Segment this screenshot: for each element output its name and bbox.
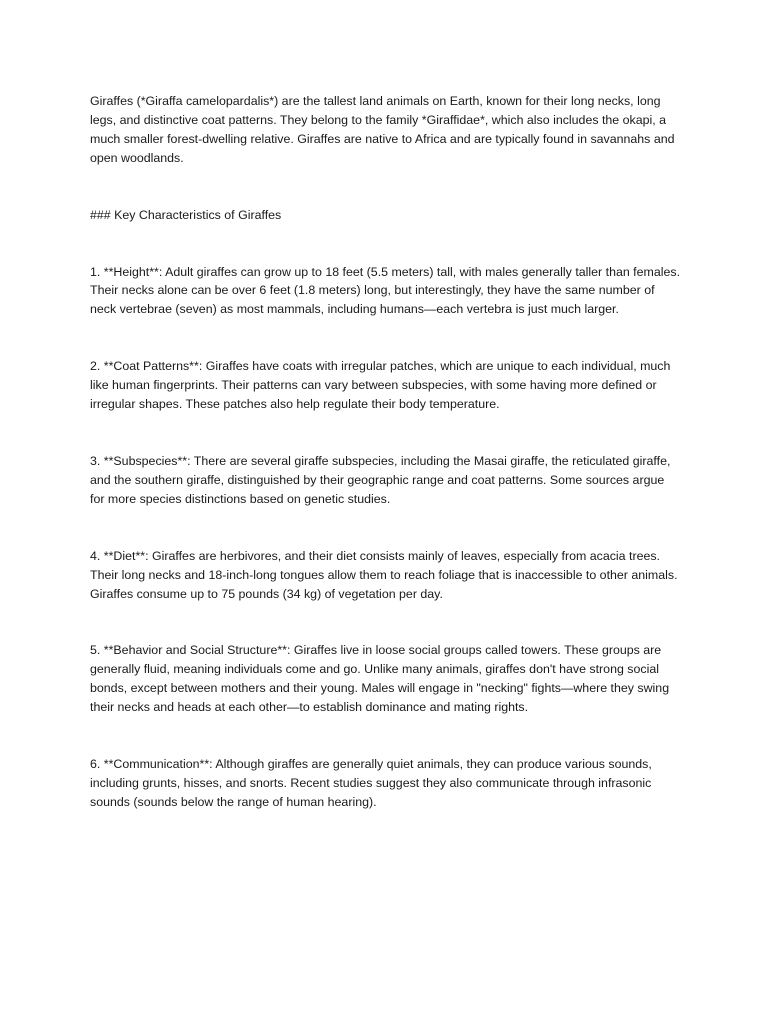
- list-item-communication: 6. **Communication**: Although giraffes are generally quiet animals, they can produce various sounds, including grunts, hisses, and snorts. Recent studies suggest they also communicate through infrasonic sounds (sounds below the range of human hearing).: [90, 757, 652, 809]
- list-item-behavior: 5. **Behavior and Social Structure**: Giraffes live in loose social groups called towers. These groups are generally fluid, meaning individuals come and go. Unlike many animals, giraffes don't have strong social bonds, except between mothers and their young. Males will engage in "necking" fights—where they swing their necks and heads at each other—to establish dominance and mating rights.: [90, 643, 670, 715]
- list-item-height: 1. **Height**: Adult giraffes can grow up to 18 feet (5.5 meters) tall, with males generally taller than females. Their necks alone can be over 6 feet (1.8 meters) long, but interestingly, they have the same number of neck vertebrae (seven) as most mammals, including humans—each vertebra is just much larger.: [90, 264, 681, 317]
- section-heading: ### Key Characteristics of Giraffes: [90, 207, 282, 222]
- list-item-coat-patterns: 2. **Coat Patterns**: Giraffes have coats with irregular patches, which are unique to each individual, much like human fingerprints. Their patterns can vary between subspecies, with some having more defined or irregular shapes. These patches also help regulate their body temperature.: [90, 359, 671, 412]
- document-body: [90, 92, 680, 850]
- intro-paragraph: Giraffes (*Giraffa camelopardalis*) are the tallest land animals on Earth, known for their long necks, long legs, and distinctive coat patterns. They belong to the family *Giraffidae*, which also includes the okapi, a much smaller forest-dwelling relative. Giraffes are native to Africa and are typically found in savannahs and open woodlands.: [90, 94, 675, 165]
- list-item-subspecies: 3. **Subspecies**: There are several giraffe subspecies, including the Masai giraffe, the reticulated giraffe, and the southern giraffe, distinguished by their geographic range and coat patterns. Some sources argue for more species distinctions based on genetic studies.: [90, 453, 671, 506]
- list-item-diet: 4. **Diet**: Giraffes are herbivores, and their diet consists mainly of leaves, especially from acacia trees. Their long necks and 18-inch-long tongues allow them to reach foliage that is inaccessible to other animals. Giraffes consume up to 75 pounds (34 kg) of vegetation per day.: [90, 548, 678, 601]
